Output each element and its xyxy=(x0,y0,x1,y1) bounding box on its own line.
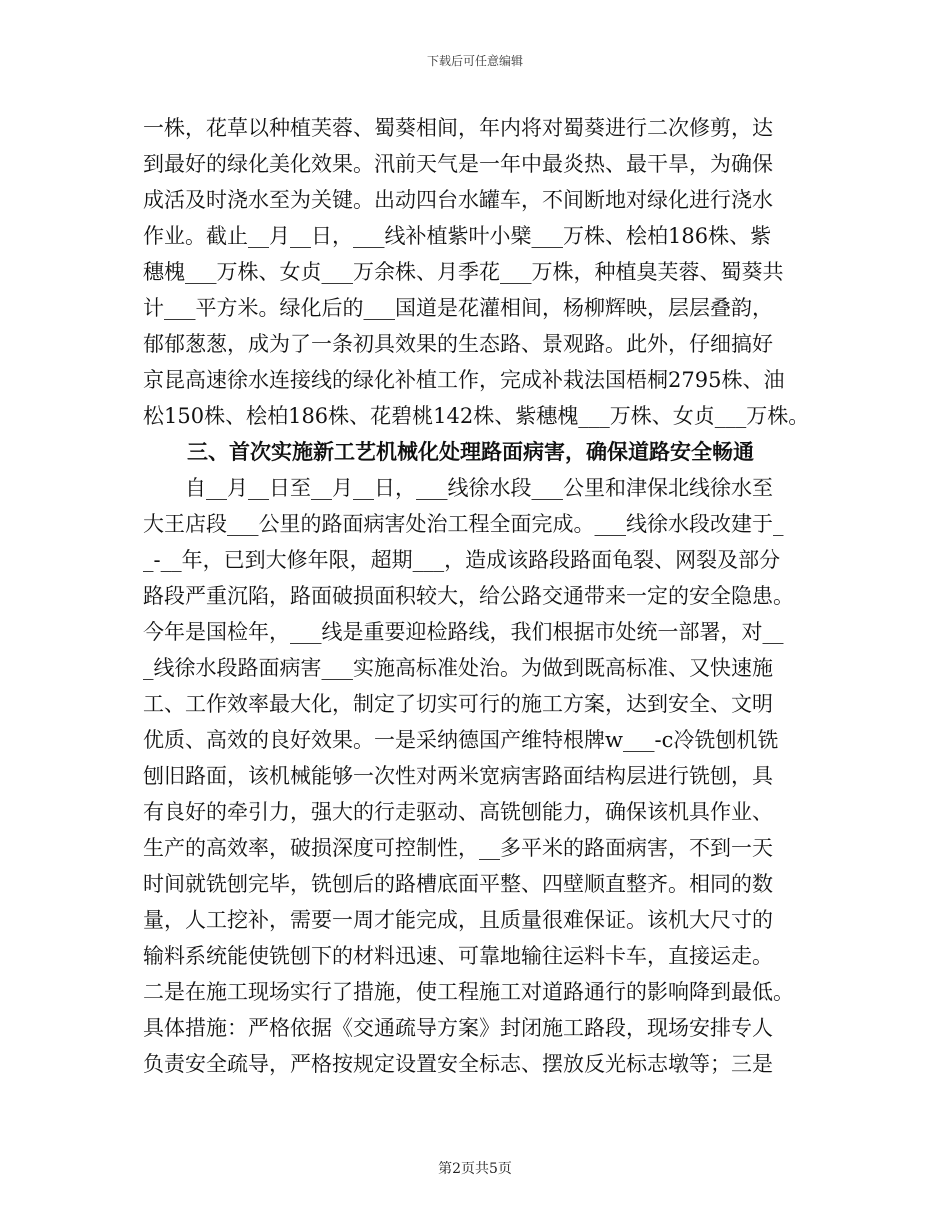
text-line: 到最好的绿化美化效果。汛前天气是一年中最炎热、最干旱，为确保 xyxy=(143,152,773,176)
text-line: 计___平方米。绿化后的___国道是花灌相间，杨柳辉映，层层叠韵， xyxy=(143,296,773,320)
text-line: 穗槐___万株、女贞___万余株、月季花___万株，种植臭芙蓉、蜀葵共 xyxy=(143,260,784,284)
text-line: 具体措施：严格依据《交通疏导方案》封闭施工路段，现场安排专人 xyxy=(143,1016,773,1040)
text-line: 一株，花草以种植芙蓉、蜀葵相间，年内将对蜀葵进行二次修剪，达 xyxy=(143,116,773,140)
page-number: 第2页共5页 xyxy=(438,1161,512,1177)
text-line: 二是在施工现场实行了措施，使工程施工对道路通行的影响降到最低。 xyxy=(143,980,794,1004)
text-line: 工、工作效率最大化，制定了切实可行的施工方案，达到安全、文明 xyxy=(143,692,773,716)
text-line: 路段严重沉陷，路面破损面积较大，给公路交通带来一定的安全隐患。 xyxy=(143,584,794,608)
text-line: 作业。截止__月__日，___线补植紫叶小檗___万株、桧柏186株、紫 xyxy=(143,224,772,248)
text-line: 京昆高速徐水连接线的绿化补植工作，完成补栽法国梧桐2795株、油 xyxy=(143,368,785,392)
text-line: 优质、高效的良好效果。一是采纳德国产维特根牌w___-c冷铣刨机铣 xyxy=(143,728,779,752)
text-line: _线徐水段路面病害___实施高标准处治。为做到既高标准、又快速施 xyxy=(143,656,773,680)
page-header: 下载后可任意编辑 xyxy=(426,54,523,68)
paragraph-first-line: 自__月__日至__月__日，___线徐水段___公里和津保北线徐水至 xyxy=(185,476,773,500)
text-line: 成活及时浇水至为关键。出动四台水罐车，不间断地对绿化进行浇水 xyxy=(143,188,773,212)
document-body xyxy=(143,110,823,1082)
text-line: 刨旧路面，该机械能够一次性对两米宽病害路面结构层进行铣刨，具 xyxy=(143,764,773,788)
text-line: 今年是国检年，___线是重要迎检路线，我们根据市处统一部署，对__ xyxy=(143,620,784,644)
text-line: 有良好的牵引力，强大的行走驱动、高铣刨能力，确保该机具作业、 xyxy=(143,800,773,824)
text-line: 量，人工挖补，需要一周才能完成，且质量很难保证。该机大尺寸的 xyxy=(143,908,773,932)
text-line: 松150株、桧柏186株、花碧桃142株、紫穗槐___万株、女贞___万株。 xyxy=(143,404,810,428)
text-line: 输料系统能使铣刨下的材料迅速、可靠地输往运料卡车，直接运走。 xyxy=(143,944,773,968)
text-line: 时间就铣刨完毕，铣刨后的路槽底面平整、四壁顺直整齐。相同的数 xyxy=(143,872,773,896)
text-line: _-__年，已到大修年限，超期___，造成该路段路面龟裂、网裂及部分 xyxy=(143,548,781,572)
text-line: 生产的高效率，破损深度可控制性，__多平米的路面病害，不到一天 xyxy=(143,836,773,860)
text-line: 郁郁葱葱，成为了一条初具效果的生态路、景观路。此外，仔细搞好 xyxy=(143,332,773,356)
section-heading: 三、首次实施新工艺机械化处理路面病害，确保道路安全畅通 xyxy=(187,439,754,464)
text-line: 负责安全疏导，严格按规定设置安全标志、摆放反光标志墩等；三是 xyxy=(143,1052,773,1076)
text-line: 大王店段___公里的路面病害处治工程全面完成。___线徐水段改建于_ xyxy=(143,512,784,536)
